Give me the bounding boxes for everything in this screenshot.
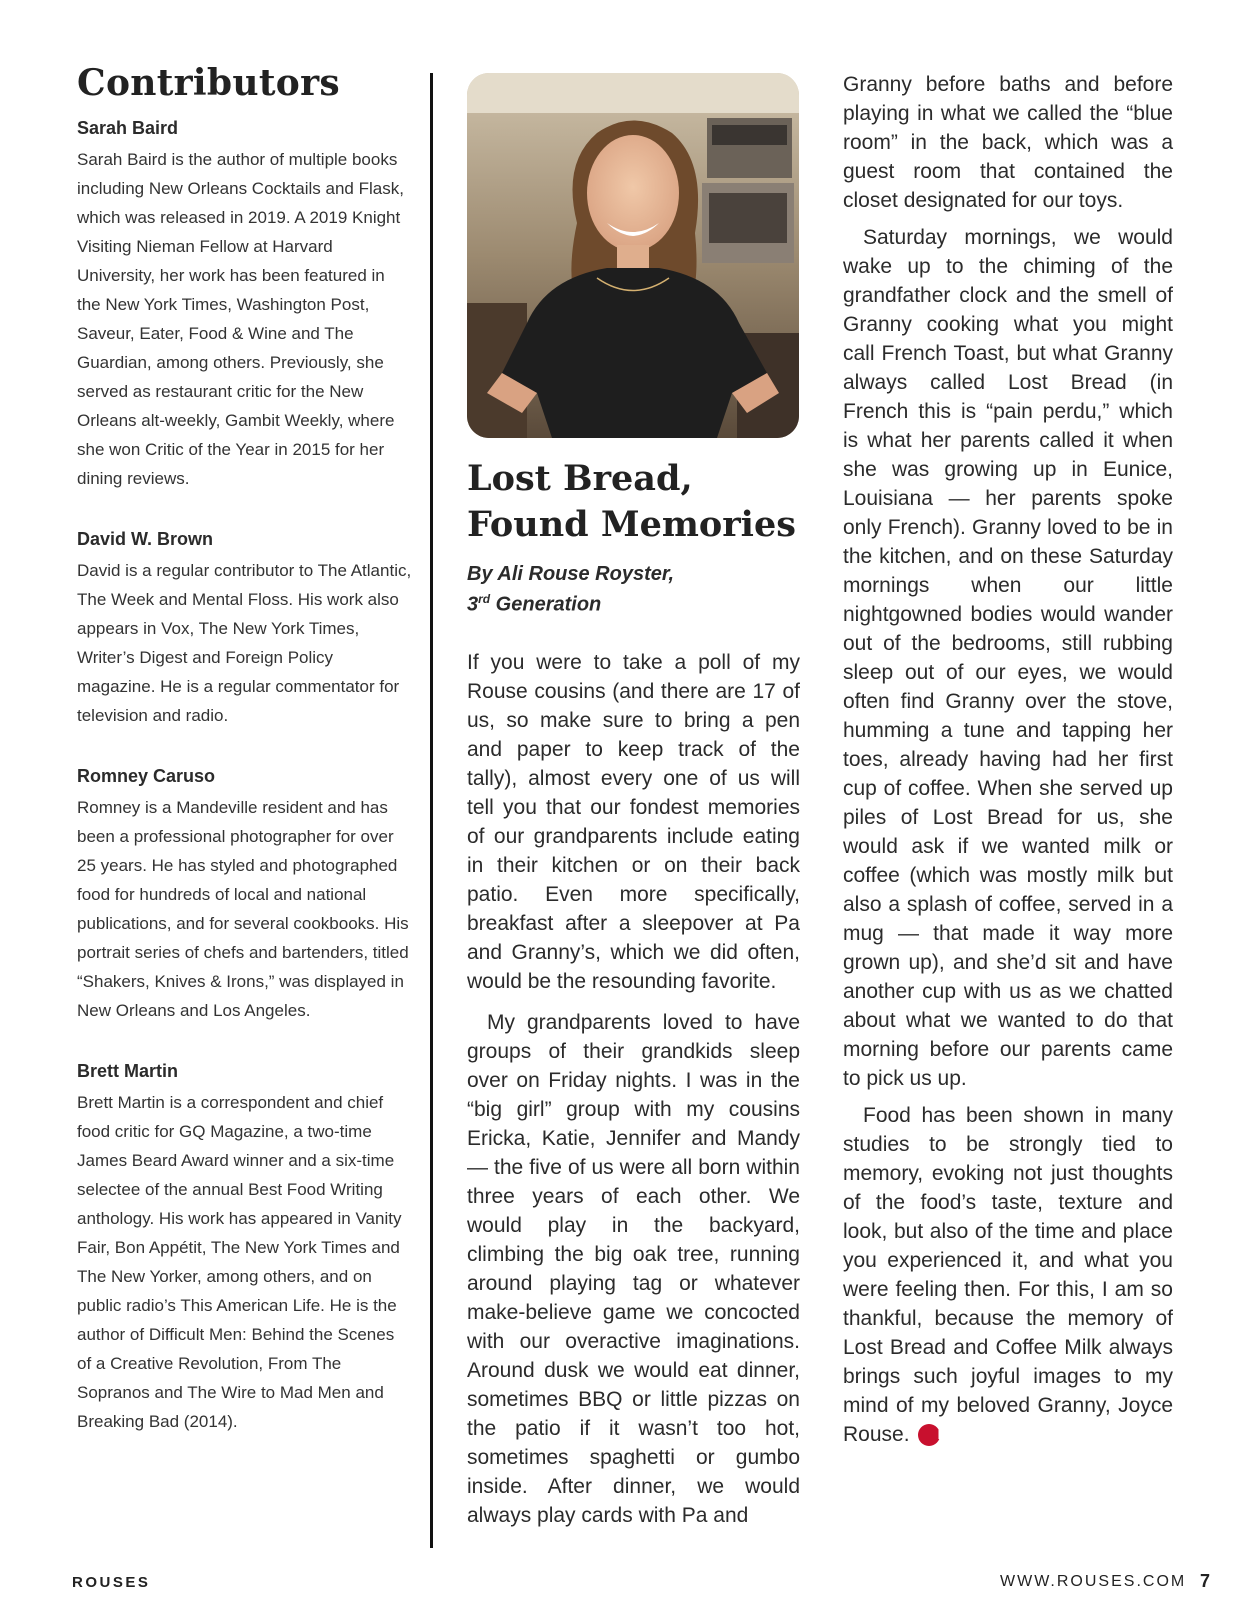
contributor-name: Romney Caruso: [77, 766, 216, 786]
contributor-entry: [77, 1061, 412, 1436]
contributor-bio: David is a regular contributor to The Atlantic, The Week and Mental Floss. His work also appears in Vox, The New York Times, Writer’s Digest and Foreign Policy magazine. He is a regular commentator for television and radio.: [77, 561, 412, 725]
byline-author: By Ali Rouse Royster,: [467, 563, 675, 585]
byline-generation-suffix: rd: [478, 592, 491, 606]
page-number: 7: [1200, 1571, 1211, 1591]
article-title: [467, 456, 800, 548]
contributor-bio: Brett Martin is a correspondent and chief food critic for GQ Magazine, a two-time James Beard Award winner and a six-time selectee of the annual Best Food Writing anthology. His work has appeared in Vanity Fair, Bon Appétit, The New York Times and The New Yorker, among others, and on public radio’s This American Life. He is the author of Difficult Men: Behind the Scenes of a Creative Revolution, From The Sopranos and The Wire to Mad Men and Breaking Bad (2014).: [77, 1093, 402, 1431]
contributor-entry: [77, 766, 412, 1025]
footer-url[interactable]: WWW.ROUSES.COM: [1000, 1573, 1187, 1590]
byline-generation-number: 3: [467, 593, 479, 616]
contributor-entry: [77, 529, 412, 730]
article-paragraph: If you were to take a poll of my Rouse cousins (and there are 17 of us, so make sure to bring a pen and paper to keep track of the tally), almost every one of us will tell you that our fondest memories of our grandparents include eating in their kitchen or on their back patio. Even more specifically, breakfast after a sleepover at Pa and Granny’s, which we did often, would be the resounding favorite.: [467, 650, 800, 993]
contributors-column: [77, 62, 412, 1472]
footer-brand: ROUSES: [72, 1574, 151, 1591]
contributor-bio: Romney is a Mandeville resident and has been a professional photographer for over 25 years. He has styled and photographed food for hundreds of local and national publications, and for several cookbooks. His portrait series of chefs and bartenders, titled “Shakers, Knives & Irons,” was displayed in New Orleans and Los Angeles.: [77, 798, 409, 1020]
article-title-line: Found Memories: [467, 504, 796, 545]
author-photo: [467, 73, 799, 438]
contributor-name: Sarah Baird: [77, 118, 179, 138]
byline-generation-text: Generation: [490, 593, 602, 616]
contributors-heading: Contributors: [77, 62, 340, 104]
column-divider: [430, 73, 433, 1548]
article-column-main: [467, 73, 800, 1538]
contributor-bio: Sarah Baird is the author of multiple books including New Orleans Cocktails and Flask, which was released in 2019. A 2019 Knight Visiting Nieman Fellow at Harvard University, her work has been featured in the New York Times, Washington Post, Saveur, Eater, Food & Wine and The Guardian, among others. Previously, she served as restaurant critic for the New Orleans alt-weekly, Gambit Weekly, where she won Critic of the Year in 2015 for her dining reviews.: [77, 150, 404, 488]
contributor-name: David W. Brown: [77, 529, 214, 549]
article-paragraph: My grandparents loved to have groups of their grandkids sleep over on Friday nights. I was in the “big girl” group with my cousins Ericka, Katie, Jennifer and Mandy — the five of us were all born within three years of each other. We would play in the backyard, climbing the big oak tree, running around playing tag or whatever make-believe game we concocted with our overactive imaginations. Around dusk we would eat dinner, sometimes BBQ or little pizzas on the patio if it wasn’t too hot, sometimes spaghetti or gumbo inside. After dinner, we would always play cards with Pa and: [467, 1010, 800, 1527]
article-paragraph: [843, 1101, 1173, 1449]
contributor-entry: [77, 118, 412, 493]
rouses-r-logo-icon: R: [918, 1424, 940, 1446]
article-paragraph-text: Food has been shown in many studies to be strongly tied to memory, evoking not just thoughts of the food’s taste, texture and look, but also of the time and place you experienced it, and what you were feeling then. For this, I am so thankful, because the memory of Lost Bread and Coffee Milk always brings such joyful images to my mind of my beloved Granny, Joyce Rouse.: [843, 1104, 1173, 1446]
article-paragraph: Saturday mornings, we would wake up to the chiming of the grandfather clock and the smell of Granny cooking what you might call French Toast, but what Granny always called Lost Bread (in French this is “pain perdu,” which is what her parents called it when she was growing up in Eunice, Louisiana — her parents spoke only French). Granny loved to be in the kitchen, and on these Saturday mornings when our little nightgowned bodies would wander out of the bedrooms, still rubbing sleep out of our eyes, we would often find Granny over the stove, humming a tune and tapping her toes, already having had her first cup of coffee. When she served up piles of Lost Bread for us, she would ask if we wanted milk or coffee (which was mostly milk but also a splash of coffee, served in a mug — that made it way more grown up), and she’d sit and have another cup with us as we chatted about what we wanted to do that morning before our parents came to pick us up.: [843, 226, 1173, 1090]
article-byline: [467, 562, 800, 618]
contributor-name: Brett Martin: [77, 1061, 179, 1081]
article-title-line: Lost Bread,: [467, 458, 693, 499]
article-column-continued: [843, 70, 1173, 1457]
article-paragraph: Granny before baths and before playing in what we called the “blue room” in the back, which was a guest room that contained the closet designated for our toys.: [843, 73, 1173, 212]
